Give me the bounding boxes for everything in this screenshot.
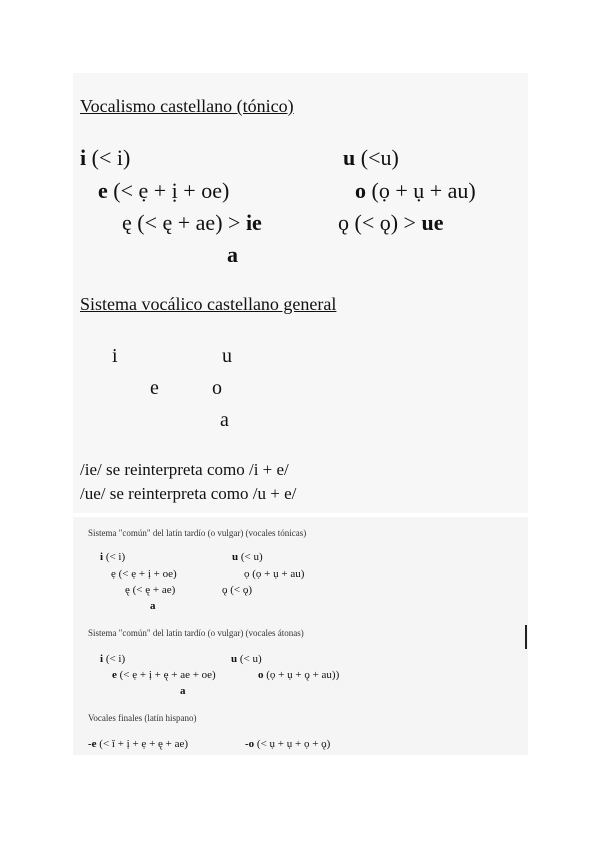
row2-right-text: (ọ + ụ + au) — [371, 178, 476, 203]
tonic-row1-left: i (< i) — [100, 551, 126, 563]
row3-left-text: ę (< ę + ae) > — [122, 210, 241, 235]
row2-left — [98, 178, 229, 204]
tonic-row2-right: ọ (ọ + ụ + au) — [244, 568, 305, 580]
vowel-i: i — [80, 145, 87, 170]
late-latin-atonic-title: Sistema "común" del latín tardío (o vulgar) (vocales átonas) — [88, 628, 304, 638]
atonic-row2-right: o (ọ + ụ + ǫ + au)) — [258, 669, 340, 681]
diphthong-ie: ie — [245, 210, 262, 235]
row2-right — [355, 178, 476, 204]
top-document-panel — [73, 73, 528, 513]
atonic-row1-right: u (< u) — [231, 653, 262, 665]
vowel-o: o — [355, 178, 366, 203]
row1-right-text: (<u) — [360, 145, 399, 170]
tonic-row3-left: ę (< ę + ae) — [125, 584, 176, 596]
vowel-e: e — [98, 178, 108, 203]
final-vowels-title: Vocales finales (latín hispano) — [88, 713, 197, 723]
vowel-u: u — [343, 145, 356, 170]
section-title-vocalismo: Vocalismo castellano (tónico) — [80, 96, 294, 116]
system-vowel-a: a — [220, 409, 229, 431]
tonic-row3-right: ǫ (< ǫ) — [222, 584, 253, 596]
row1-left-text: (< i) — [91, 145, 131, 170]
system-vowel-u: u — [222, 345, 232, 367]
vowel-a: a — [227, 242, 238, 267]
atonic-row1-left: i (< i) — [100, 653, 126, 665]
row3-left — [122, 210, 262, 236]
system-vowel-o: o — [212, 377, 222, 399]
tonic-row4-a: a — [150, 600, 156, 612]
row1-left — [80, 145, 130, 171]
system-vowel-i: i — [112, 345, 118, 367]
row1-right — [343, 145, 399, 171]
final-row-left: -e (< ĭ + ị + ẹ + ę + ae) — [88, 738, 189, 750]
row3-right — [338, 210, 443, 236]
late-latin-tonic-title: Sistema "común" del latín tardío (o vulgar) (vocales tónicas) — [88, 528, 307, 538]
atonic-row3-a: a — [180, 685, 186, 697]
reinterpret-ie: /ie/ se reinterpreta como /i + e/ — [80, 460, 289, 479]
final-row-right: -o (< ụ + ụ + ọ + ǫ) — [245, 738, 331, 750]
row2-left-text: (< ẹ + ị + oe) — [113, 178, 230, 203]
section-title-sistema: Sistema vocálico castellano general — [80, 294, 337, 314]
atonic-row2-left: e (< ẹ + ị + ę + ae + oe) — [112, 669, 216, 681]
diphthong-ue: ue — [421, 210, 444, 235]
row3-right-text: ǫ (< ǫ) > — [338, 210, 416, 235]
text-cursor — [525, 625, 527, 649]
system-vowel-e: e — [150, 377, 159, 399]
reinterpret-ue: /ue/ se reinterpreta como /u + e/ — [80, 484, 297, 503]
tonic-row2-left: ẹ (< ẹ + ị + oe) — [111, 568, 177, 580]
tonic-row1-right: u (< u) — [232, 551, 263, 563]
